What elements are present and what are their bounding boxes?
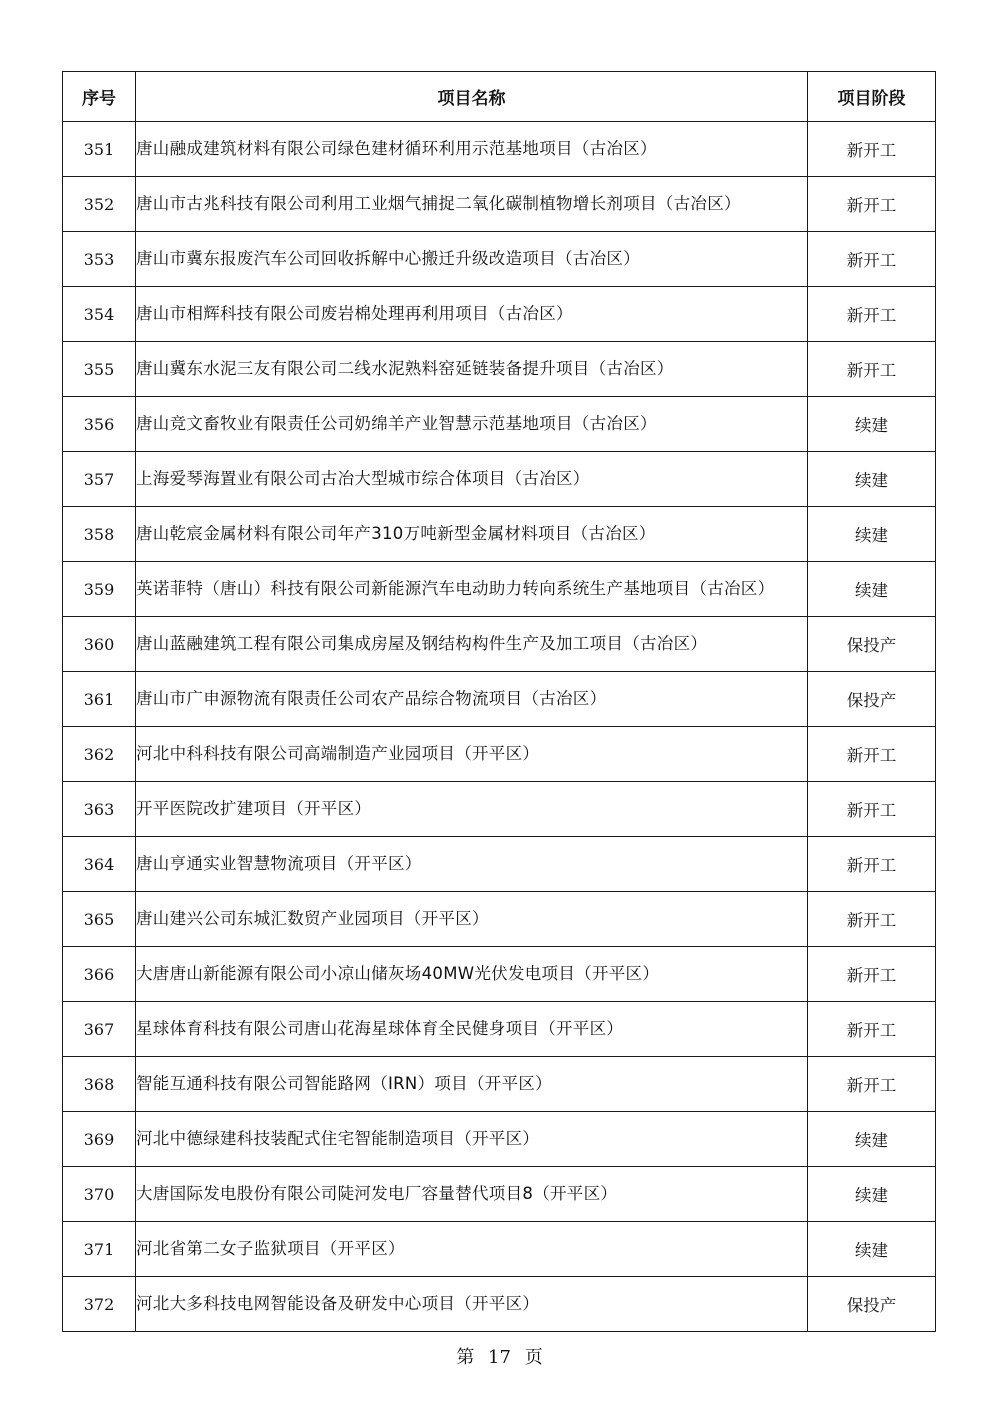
row-project-stage: 新开工 — [808, 1002, 936, 1057]
row-project-stage: 新开工 — [808, 177, 936, 232]
row-project-stage: 续建 — [808, 1167, 936, 1222]
table-row — [63, 947, 936, 1002]
row-serial-number: 359 — [63, 562, 136, 617]
table-row — [63, 727, 936, 782]
row-project-stage: 新开工 — [808, 1057, 936, 1112]
table-row — [63, 287, 936, 342]
row-project-name: 唐山冀东水泥三友有限公司二线水泥熟料窑延链装备提升项目（古冶区） — [136, 342, 808, 397]
row-serial-number: 363 — [63, 782, 136, 837]
table-row — [63, 232, 936, 287]
row-serial-number: 364 — [63, 837, 136, 892]
row-project-stage: 新开工 — [808, 727, 936, 782]
row-project-name: 河北大多科技电网智能设备及研发中心项目（开平区） — [136, 1277, 808, 1332]
row-serial-number: 365 — [63, 892, 136, 947]
row-serial-number: 358 — [63, 507, 136, 562]
row-project-name: 上海爱琴海置业有限公司古冶大型城市综合体项目（古冶区） — [136, 452, 808, 507]
row-project-stage: 保投产 — [808, 1277, 936, 1332]
row-serial-number: 366 — [63, 947, 136, 1002]
table-row — [63, 1057, 936, 1112]
row-project-stage: 新开工 — [808, 782, 936, 837]
row-project-stage: 续建 — [808, 397, 936, 452]
page-number-suffix: 页 — [524, 1347, 543, 1368]
row-project-name: 唐山市冀东报废汽车公司回收拆解中心搬迁升级改造项目（古冶区） — [136, 232, 808, 287]
table-row — [63, 397, 936, 452]
table-row — [63, 782, 936, 837]
table-row — [63, 1002, 936, 1057]
row-serial-number: 352 — [63, 177, 136, 232]
row-project-stage: 新开工 — [808, 892, 936, 947]
row-serial-number: 351 — [63, 122, 136, 177]
table-row — [63, 1167, 936, 1222]
row-project-name: 唐山融成建筑材料有限公司绿色建材循环利用示范基地项目（古冶区） — [136, 122, 808, 177]
row-project-name: 大唐唐山新能源有限公司小凉山储灰场40MW光伏发电项目（开平区） — [136, 947, 808, 1002]
row-project-stage: 新开工 — [808, 122, 936, 177]
row-project-name: 唐山建兴公司东城汇数贸产业园项目（开平区） — [136, 892, 808, 947]
row-serial-number: 356 — [63, 397, 136, 452]
row-serial-number: 370 — [63, 1167, 136, 1222]
table-row — [63, 837, 936, 892]
table-header-row — [63, 72, 936, 122]
row-serial-number: 362 — [63, 727, 136, 782]
row-project-name: 唐山竞文畜牧业有限责任公司奶绵羊产业智慧示范基地项目（古冶区） — [136, 397, 808, 452]
page-number-footer — [0, 1343, 999, 1369]
table-row — [63, 507, 936, 562]
page-number-prefix: 第 — [456, 1347, 475, 1368]
row-serial-number: 355 — [63, 342, 136, 397]
table-row — [63, 672, 936, 727]
row-project-stage: 新开工 — [808, 947, 936, 1002]
row-project-stage: 续建 — [808, 1222, 936, 1277]
header-serial-number: 序号 — [63, 72, 136, 122]
row-project-stage: 保投产 — [808, 617, 936, 672]
row-project-name: 唐山乾宸金属材料有限公司年产310万吨新型金属材料项目（古冶区） — [136, 507, 808, 562]
row-project-stage: 新开工 — [808, 287, 936, 342]
table-row — [63, 892, 936, 947]
table-row — [63, 342, 936, 397]
row-project-stage: 续建 — [808, 1112, 936, 1167]
row-project-name: 唐山市相辉科技有限公司废岩棉处理再利用项目（古冶区） — [136, 287, 808, 342]
row-project-name: 智能互通科技有限公司智能路网（IRN）项目（开平区） — [136, 1057, 808, 1112]
row-project-name: 唐山亨通实业智慧物流项目（开平区） — [136, 837, 808, 892]
row-project-name: 河北中科科技有限公司高端制造产业园项目（开平区） — [136, 727, 808, 782]
row-project-stage: 续建 — [808, 452, 936, 507]
row-serial-number: 354 — [63, 287, 136, 342]
row-project-name: 英诺菲特（唐山）科技有限公司新能源汽车电动助力转向系统生产基地项目（古冶区） — [136, 562, 808, 617]
table-row — [63, 1222, 936, 1277]
row-serial-number: 361 — [63, 672, 136, 727]
row-serial-number: 372 — [63, 1277, 136, 1332]
row-project-stage: 新开工 — [808, 837, 936, 892]
page-number: 17 — [488, 1347, 511, 1368]
header-project-stage: 项目阶段 — [808, 72, 936, 122]
row-project-stage: 保投产 — [808, 672, 936, 727]
row-project-name: 唐山蓝融建筑工程有限公司集成房屋及钢结构构件生产及加工项目（古冶区） — [136, 617, 808, 672]
table-row — [63, 122, 936, 177]
row-serial-number: 357 — [63, 452, 136, 507]
row-project-stage: 新开工 — [808, 232, 936, 287]
table-row — [63, 452, 936, 507]
row-serial-number: 360 — [63, 617, 136, 672]
row-project-name: 河北中德绿建科技装配式住宅智能制造项目（开平区） — [136, 1112, 808, 1167]
row-project-name: 星球体育科技有限公司唐山花海星球体育全民健身项目（开平区） — [136, 1002, 808, 1057]
table-row — [63, 617, 936, 672]
row-project-name: 河北省第二女子监狱项目（开平区） — [136, 1222, 808, 1277]
table-row — [63, 177, 936, 232]
row-serial-number: 367 — [63, 1002, 136, 1057]
row-project-name: 开平医院改扩建项目（开平区） — [136, 782, 808, 837]
table-body — [63, 122, 936, 1332]
project-table — [62, 71, 936, 1332]
row-project-name: 唐山市广申源物流有限责任公司农产品综合物流项目（古冶区） — [136, 672, 808, 727]
row-serial-number: 353 — [63, 232, 136, 287]
table-row — [63, 562, 936, 617]
row-serial-number: 368 — [63, 1057, 136, 1112]
table-row — [63, 1112, 936, 1167]
header-project-name: 项目名称 — [136, 72, 808, 122]
row-serial-number: 371 — [63, 1222, 136, 1277]
row-serial-number: 369 — [63, 1112, 136, 1167]
row-project-name: 大唐国际发电股份有限公司陡河发电厂容量替代项目8（开平区） — [136, 1167, 808, 1222]
row-project-stage: 续建 — [808, 507, 936, 562]
table-row — [63, 1277, 936, 1332]
row-project-stage: 新开工 — [808, 342, 936, 397]
row-project-stage: 续建 — [808, 562, 936, 617]
row-project-name: 唐山市古兆科技有限公司利用工业烟气捕捉二氧化碳制植物增长剂项目（古冶区） — [136, 177, 808, 232]
